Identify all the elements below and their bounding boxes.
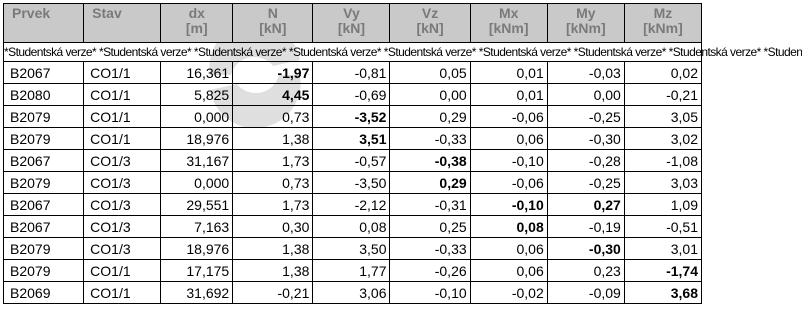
cell-mx: 0,06: [470, 238, 547, 260]
watermark-row: [4, 43, 702, 62]
cell-my: 0,23: [547, 260, 624, 282]
cell-stav: CO1/1: [84, 282, 161, 304]
column-header-mx: [470, 4, 547, 43]
cell-vy: 1,77: [313, 260, 390, 282]
cell-stav: CO1/3: [84, 194, 161, 216]
cell-vz: -0,38: [390, 150, 470, 172]
cell-my: -0,09: [547, 282, 624, 304]
cell-prvek: B2079: [4, 172, 84, 194]
cell-stav: CO1/3: [84, 172, 161, 194]
cell-stav: CO1/3: [84, 238, 161, 260]
column-header-prvek: [4, 4, 84, 43]
cell-n: 0,73: [233, 172, 313, 194]
cell-vy: -3,50: [313, 172, 390, 194]
cell-my: -0,25: [547, 172, 624, 194]
cell-prvek: B2067: [4, 194, 84, 216]
cell-prvek: B2069: [4, 282, 84, 304]
cell-prvek: B2079: [4, 238, 84, 260]
cell-vz: -0,26: [390, 260, 470, 282]
cell-mz: -0,21: [624, 84, 701, 106]
cell-mz: -1,74: [624, 260, 701, 282]
column-name: Vy: [343, 5, 360, 21]
cell-prvek: B2067: [4, 62, 84, 84]
cell-dx: 18,976: [161, 238, 233, 260]
column-name: Stav: [92, 5, 122, 21]
table-row: [4, 238, 702, 260]
column-header-stav: [84, 4, 161, 43]
cell-vz: -0,10: [390, 282, 470, 304]
column-unit: [kN]: [416, 20, 444, 36]
table-row: [4, 172, 702, 194]
cell-mx: 0,01: [470, 84, 547, 106]
cell-mx: 0,06: [470, 260, 547, 282]
column-name: Prvek: [12, 5, 51, 21]
cell-stav: CO1/1: [84, 260, 161, 282]
cell-prvek: B2080: [4, 84, 84, 106]
cell-mx: 0,06: [470, 128, 547, 150]
cell-dx: 16,361: [161, 62, 233, 84]
cell-mz: -0,51: [624, 216, 701, 238]
cell-dx: 17,175: [161, 260, 233, 282]
cell-prvek: B2079: [4, 260, 84, 282]
column-unit: [kN]: [337, 20, 366, 36]
cell-n: 1,38: [233, 238, 313, 260]
cell-n: -1,97: [233, 62, 313, 84]
cell-vz: 0,05: [390, 62, 470, 84]
cell-mz: 3,02: [624, 128, 701, 150]
cell-n: -0,21: [233, 282, 313, 304]
cell-stav: CO1/1: [84, 106, 161, 128]
cell-vy: -0,57: [313, 150, 390, 172]
internal-forces-table: [3, 3, 802, 304]
cell-vz: -0,31: [390, 194, 470, 216]
table-row: [4, 62, 702, 84]
column-name: Mz: [653, 5, 673, 21]
cell-vy: 0,08: [313, 216, 390, 238]
cell-dx: 7,163: [161, 216, 233, 238]
cell-vy: -0,81: [313, 62, 390, 84]
cell-mx: -0,10: [470, 194, 547, 216]
cell-vz: 0,29: [390, 172, 470, 194]
cell-n: 1,73: [233, 194, 313, 216]
cell-my: -0,25: [547, 106, 624, 128]
cell-my: -0,30: [547, 128, 624, 150]
cell-prvek: B2079: [4, 106, 84, 128]
cell-n: 4,45: [233, 84, 313, 106]
cell-mz: 0,02: [624, 62, 701, 84]
cell-vz: 0,29: [390, 106, 470, 128]
cell-vz: 0,00: [390, 84, 470, 106]
column-header-dx: [161, 4, 233, 43]
column-name: dx: [188, 5, 205, 21]
column-header-my: [547, 4, 624, 43]
cell-my: 0,00: [547, 84, 624, 106]
cell-vz: 0,25: [390, 216, 470, 238]
column-name: Mx: [498, 5, 519, 21]
cell-my: -0,03: [547, 62, 624, 84]
cell-dx: 29,551: [161, 194, 233, 216]
cell-stav: CO1/1: [84, 62, 161, 84]
cell-my: -0,19: [547, 216, 624, 238]
table-row: [4, 216, 702, 238]
table-row: [4, 128, 702, 150]
cell-mz: 1,09: [624, 194, 701, 216]
cell-stav: CO1/3: [84, 216, 161, 238]
cell-vy: -2,12: [313, 194, 390, 216]
table-row: [4, 260, 702, 282]
column-header-vz: [390, 4, 470, 43]
cell-mz: 3,03: [624, 172, 701, 194]
cell-n: 1,73: [233, 150, 313, 172]
cell-dx: 18,976: [161, 128, 233, 150]
cell-vz: -0,33: [390, 128, 470, 150]
cell-dx: 31,692: [161, 282, 233, 304]
cell-mz: -1,08: [624, 150, 701, 172]
cell-stav: CO1/1: [84, 128, 161, 150]
cell-mx: -0,10: [470, 150, 547, 172]
cell-dx: 0,000: [161, 172, 233, 194]
cell-my: -0,28: [547, 150, 624, 172]
cell-mx: -0,06: [470, 106, 547, 128]
cell-dx: 5,825: [161, 84, 233, 106]
cell-mx: -0,02: [470, 282, 547, 304]
cell-dx: 31,167: [161, 150, 233, 172]
cell-n: 0,30: [233, 216, 313, 238]
cell-vy: -3,52: [313, 106, 390, 128]
column-unit: [kNm]: [565, 20, 606, 36]
cell-prvek: B2079: [4, 128, 84, 150]
cell-my: -0,30: [547, 238, 624, 260]
column-unit: [kN]: [259, 20, 287, 36]
column-unit: [m]: [185, 20, 208, 36]
cell-mx: -0,06: [470, 172, 547, 194]
cell-vy: 3,06: [313, 282, 390, 304]
column-header-mz: [624, 4, 701, 43]
cell-n: 0,73: [233, 106, 313, 128]
cell-mz: 3,05: [624, 106, 701, 128]
table-row: [4, 194, 702, 216]
cell-vy: 3,50: [313, 238, 390, 260]
column-name: N: [267, 5, 278, 21]
cell-mx: 0,01: [470, 62, 547, 84]
table-row: [4, 282, 702, 304]
cell-my: 0,27: [547, 194, 624, 216]
cell-vy: 3,51: [313, 128, 390, 150]
table-row: [4, 84, 702, 106]
column-header-n: [233, 4, 313, 43]
cell-stav: CO1/1: [84, 84, 161, 106]
table-row: [4, 150, 702, 172]
cell-mx: 0,08: [470, 216, 547, 238]
header-row: [4, 4, 702, 43]
cell-n: 1,38: [233, 260, 313, 282]
column-unit: [kNm]: [643, 20, 683, 36]
cell-vy: -0,69: [313, 84, 390, 106]
column-name: My: [576, 5, 596, 21]
cell-dx: 0,000: [161, 106, 233, 128]
cell-stav: CO1/3: [84, 150, 161, 172]
cell-mz: 3,01: [624, 238, 701, 260]
table-row: [4, 106, 702, 128]
column-name: Vz: [421, 5, 439, 21]
column-unit: [kNm]: [488, 20, 529, 36]
cell-mz: 3,68: [624, 282, 701, 304]
column-header-vy: [313, 4, 390, 43]
cell-vz: -0,33: [390, 238, 470, 260]
cell-prvek: B2067: [4, 216, 84, 238]
cell-prvek: B2067: [4, 150, 84, 172]
cell-n: 1,38: [233, 128, 313, 150]
watermark-text: *Studentská verze* *Studentská verze* *Studentská verze* *Studentská verze* *Studentská verze* *Studentská verze* *Studentská verze* *Studentská verze* *Studen: [4, 43, 702, 62]
